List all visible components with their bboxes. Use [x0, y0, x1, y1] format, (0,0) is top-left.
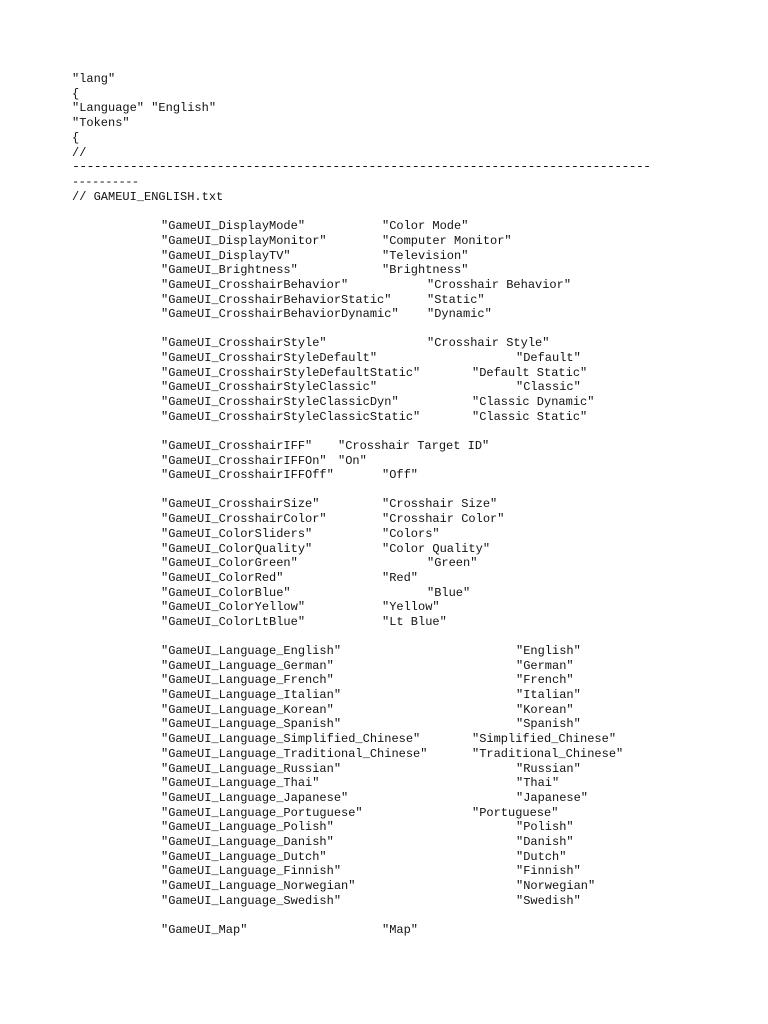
- token-value: "French": [516, 673, 574, 687]
- token-key: "GameUI_CrosshairStyleClassicStatic": [161, 410, 421, 424]
- token-key: "GameUI_ColorRed": [161, 571, 284, 585]
- separator-line-wrap: ----------: [72, 175, 139, 189]
- token-value: "Polish": [516, 820, 574, 834]
- token-value: "Default": [516, 351, 581, 365]
- token-value: "Crosshair Target ID": [338, 439, 490, 453]
- token-value: "German": [516, 659, 574, 673]
- token-value: "Yellow": [382, 600, 440, 614]
- token-key: "GameUI_Language_Spanish": [161, 717, 342, 731]
- token-key: "GameUI_Language_Norwegian": [161, 879, 356, 893]
- token-value: "Danish": [516, 835, 574, 849]
- token-key: "GameUI_CrosshairBehavior": [161, 278, 349, 292]
- token-value: "Classic Dynamic": [472, 395, 595, 409]
- token-key: "GameUI_Language_Traditional_Chinese": [161, 747, 428, 761]
- token-value: "Korean": [516, 703, 574, 717]
- token-value: "Green": [427, 556, 478, 570]
- token-key: "GameUI_CrosshairStyleDefault": [161, 351, 378, 365]
- token-value: "Italian": [516, 688, 581, 702]
- token-key: "GameUI_Language_Italian": [161, 688, 342, 702]
- token-value: "Swedish": [516, 894, 581, 908]
- token-key: "GameUI_Language_Russian": [161, 762, 342, 776]
- token-value: "Traditional_Chinese": [472, 747, 624, 761]
- token-value: "Off": [382, 468, 419, 482]
- header-language-line: "Language" "English": [72, 101, 217, 115]
- token-value: "Russian": [516, 762, 581, 776]
- token-value: "Crosshair Size": [382, 497, 498, 511]
- token-value: "Portuguese": [472, 806, 559, 820]
- token-key: "GameUI_ColorYellow": [161, 600, 306, 614]
- token-value: "Norwegian": [516, 879, 596, 893]
- token-key: "GameUI_Language_Polish": [161, 820, 334, 834]
- file-name-comment: // GAMEUI_ENGLISH.txt: [72, 190, 224, 204]
- token-key: "GameUI_Language_Swedish": [161, 894, 342, 908]
- token-value: "Computer Monitor": [382, 234, 512, 248]
- token-key: "GameUI_CrosshairStyleClassicDyn": [161, 395, 399, 409]
- header-open-brace-2: {: [72, 131, 80, 145]
- token-value: "English": [516, 644, 581, 658]
- token-key: "GameUI_Language_Simplified_Chinese": [161, 732, 421, 746]
- token-key: "GameUI_DisplayTV": [161, 249, 291, 263]
- token-key: "GameUI_Language_Finnish": [161, 864, 342, 878]
- token-value: "Television": [382, 249, 469, 263]
- token-value: "Classic Static": [472, 410, 588, 424]
- token-key: "GameUI_Language_English": [161, 644, 342, 658]
- token-key: "GameUI_CrosshairSize": [161, 497, 320, 511]
- token-value: "On": [338, 454, 367, 468]
- header-open-brace: {: [72, 87, 80, 101]
- token-key: "GameUI_ColorGreen": [161, 556, 298, 570]
- token-key: "GameUI_CrosshairIFFOff": [161, 468, 334, 482]
- token-value: "Japanese": [516, 791, 589, 805]
- token-key: "GameUI_CrosshairBehaviorStatic": [161, 293, 392, 307]
- token-value: "Blue": [427, 586, 471, 600]
- token-key: "GameUI_Language_German": [161, 659, 334, 673]
- token-key: "GameUI_ColorSliders": [161, 527, 313, 541]
- token-value: "Lt Blue": [382, 615, 447, 629]
- token-key: "GameUI_Language_Dutch": [161, 850, 327, 864]
- token-key: "GameUI_Language_Korean": [161, 703, 334, 717]
- token-key: "GameUI_Language_Portuguese": [161, 806, 363, 820]
- separator-line: --------------------------------------------------------------------------------: [72, 159, 651, 174]
- token-value: "Default Static": [472, 366, 588, 380]
- token-value: "Map": [382, 923, 419, 937]
- token-value: "Color Quality": [382, 542, 491, 556]
- token-key: "GameUI_Language_Japanese": [161, 791, 349, 805]
- token-value: "Red": [382, 571, 419, 585]
- token-key: "GameUI_CrosshairStyle": [161, 336, 327, 350]
- token-key: "GameUI_Language_French": [161, 673, 334, 687]
- token-value: "Spanish": [516, 717, 581, 731]
- token-value: "Dutch": [516, 850, 567, 864]
- header-tokens-line: "Tokens": [72, 116, 130, 130]
- token-value: "Color Mode": [382, 219, 469, 233]
- token-value: "Classic": [516, 380, 581, 394]
- token-value: "Crosshair Style": [427, 336, 550, 350]
- token-key: "GameUI_CrosshairColor": [161, 512, 327, 526]
- token-value: "Thai": [516, 776, 560, 790]
- token-value: "Static": [427, 293, 485, 307]
- token-key: "GameUI_CrosshairStyleClassic": [161, 380, 378, 394]
- token-key: "GameUI_Language_Thai": [161, 776, 320, 790]
- header-lang-line: "lang": [72, 72, 116, 86]
- token-value: "Finnish": [516, 864, 581, 878]
- token-key: "GameUI_DisplayMode": [161, 219, 306, 233]
- token-value: "Crosshair Behavior": [427, 278, 572, 292]
- token-value: "Dynamic": [427, 307, 492, 321]
- token-key: "GameUI_Map": [161, 923, 248, 937]
- token-key: "GameUI_CrosshairStyleDefaultStatic": [161, 366, 421, 380]
- token-key: "GameUI_CrosshairIFFOn": [161, 454, 327, 468]
- token-key: "GameUI_ColorBlue": [161, 586, 291, 600]
- token-key: "GameUI_CrosshairBehaviorDynamic": [161, 307, 399, 321]
- token-key: "GameUI_Language_Danish": [161, 835, 334, 849]
- token-value: "Simplified_Chinese": [472, 732, 617, 746]
- token-key: "GameUI_ColorQuality": [161, 542, 313, 556]
- token-key: "GameUI_DisplayMonitor": [161, 234, 327, 248]
- token-value: "Brightness": [382, 263, 469, 277]
- token-value: "Colors": [382, 527, 440, 541]
- token-key: "GameUI_Brightness": [161, 263, 298, 277]
- header-comment-slashes: //: [72, 146, 87, 160]
- token-key: "GameUI_CrosshairIFF": [161, 439, 313, 453]
- token-value: "Crosshair Color": [382, 512, 505, 526]
- token-key: "GameUI_ColorLtBlue": [161, 615, 306, 629]
